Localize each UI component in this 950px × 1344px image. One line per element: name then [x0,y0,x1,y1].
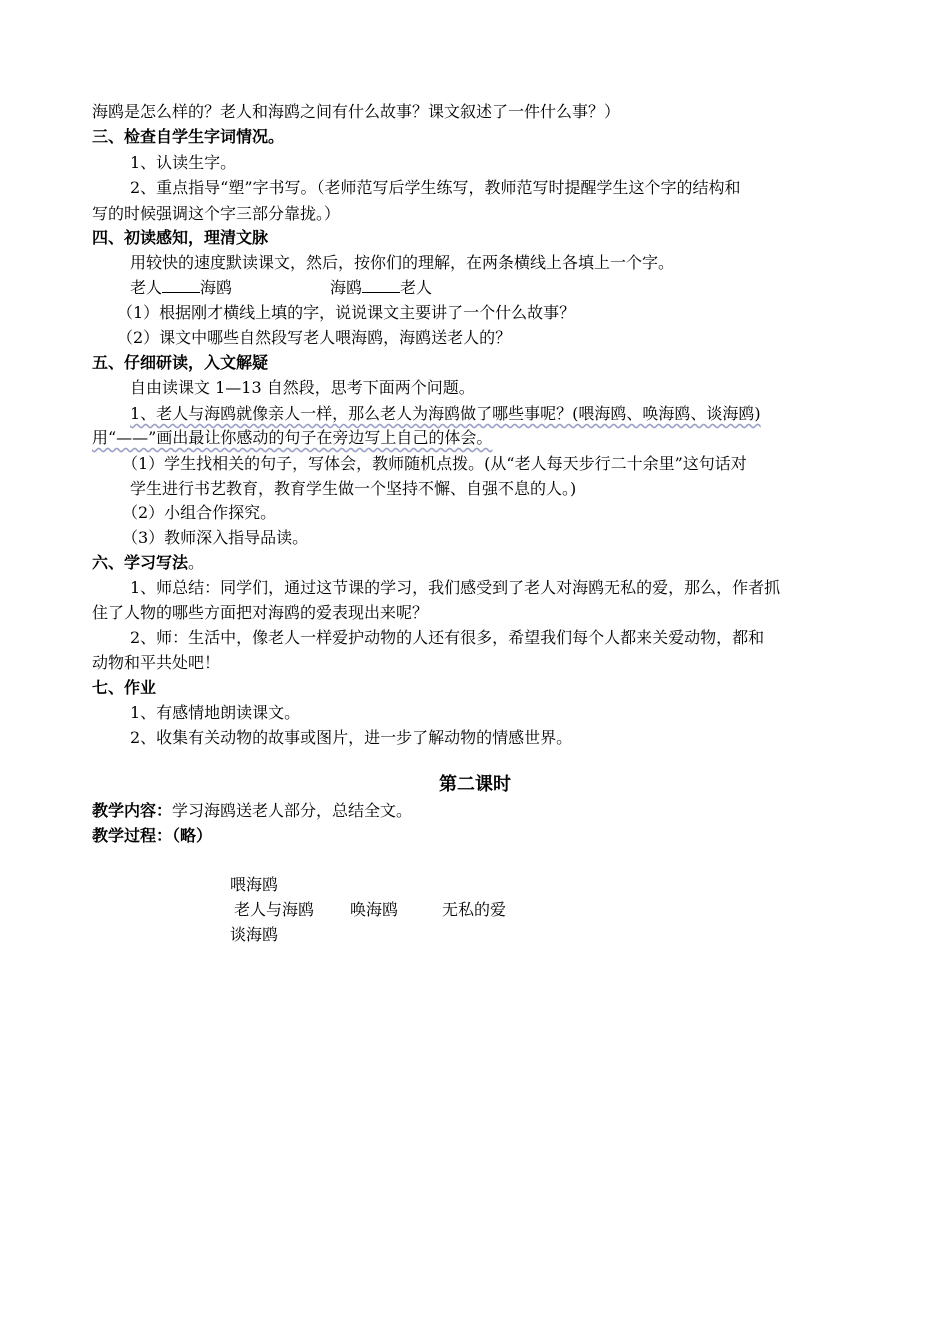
section6-summary-2: 2、师：生活中，像老人一样爱护动物的人还有很多，希望我们每个人都来关爱动物，都和 [130,628,765,647]
section6-heading: 六、学习写法 [92,553,189,572]
lesson2-content-label: 教学内容： [92,801,173,820]
section5-point-3: （3）教师深入指导品读。 [122,528,309,547]
section5-question-1-cont-text: 用“——”画出最让你感动的句子在旁边写上自己的体会。 [92,428,493,447]
section3-item-2: 2、重点指导“塑”字书写。（老师范写后学生练写，教师范写时提醒学生这个字的结构和 [130,178,741,197]
lesson2-content-text: 学习海鸥送老人部分，总结全文。 [172,801,413,820]
fill-blank-a [162,278,200,293]
section3-heading: 三、检查自学生字词情况。 [92,127,285,146]
board-middle: 唤海鸥 [350,900,399,919]
section6-summary-1: 1、师总结：同学们，通过这节课的学习，我们感受到了老人对海鸥无私的爱，那么，作者抓 [130,578,781,597]
section7-heading: 七、作业 [92,678,157,697]
section5-heading: 五、仔细研读，入文解疑 [92,353,269,372]
fill-a-left: 老人 [130,278,163,297]
board-left: 老人与海鸥 [234,900,315,919]
fill-in-line-b [330,278,432,298]
fill-b-right: 老人 [400,278,433,297]
section5-question-1-text: 1、老人与海鸥就像亲人一样，那么老人为海鸥做了哪些事呢？(喂海鸥、唤海鸥、谈海鸥) [130,404,761,423]
lesson2-process: 教学过程：（略） [92,826,213,845]
fill-blank-b [362,278,400,293]
board-top: 喂海鸥 [230,875,279,894]
section5-point-2: （2）小组合作探究。 [122,503,277,522]
fill-a-right: 海鸥 [200,278,233,297]
fill-in-line-a [130,278,232,298]
board-bottom: 谈海鸥 [230,925,279,944]
section6-summary-1-cont: 住了人物的哪些方面把对海鸥的爱表现出来呢？ [92,603,429,622]
section4-question-1: （1）根据刚才横线上填的字，说说课文主要讲了一个什么故事？ [117,303,576,322]
lesson2-content [92,801,412,821]
section6-heading-line [92,553,204,573]
section4-heading: 四、初读感知，理清文脉 [92,228,269,247]
section5-question-1-cont [92,428,492,448]
fill-b-left: 海鸥 [330,278,363,297]
section7-item-1: 1、有感情地朗读课文。 [130,703,301,722]
section3-item-1: 1、认读生字。 [130,153,237,172]
section7-item-2: 2、收集有关动物的故事或图片，进一步了解动物的情感世界。 [130,728,573,747]
section5-point-1-cont: 学生进行书艺教育，教育学生做一个坚持不懈、自强不息的人。) [130,479,577,498]
section3-item-2-cont: 写的时候强调这个字三部分靠拢。） [92,204,341,223]
section4-instruction: 用较快的速度默读课文，然后，按你们的理解，在两条横线上各填上一个字。 [130,253,675,272]
section5-question-1 [130,404,761,424]
section5-intro: 自由读课文 1—13 自然段，思考下面两个问题。 [130,378,475,397]
board-right: 无私的爱 [442,900,507,919]
section6-summary-2-cont: 动物和平共处吧！ [92,653,221,672]
section5-point-1: （1）学生找相关的句子，写体会，教师随机点拨。(从“老人每天步行二十余里”这句话对 [122,454,747,473]
section6-heading-tail: 。 [188,553,205,572]
section4-question-2: （2）课文中哪些自然段写老人喂海鸥，海鸥送老人的？ [117,328,512,347]
intro-line: 海鸥是怎么样的？老人和海鸥之间有什么故事？课文叙述了一件什么事？） [92,102,621,121]
lesson2-title: 第二课时 [439,774,511,795]
